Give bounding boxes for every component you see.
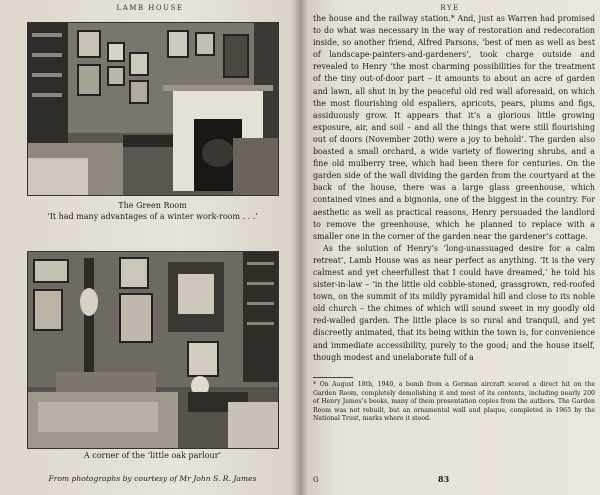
running-head-right: RYE	[440, 4, 460, 12]
green-room-photo-image	[28, 23, 278, 195]
oak-parlour-photo	[27, 251, 279, 449]
green-room-caption-quote: ‘It had many advantages of a winter work-room . . .’	[47, 212, 258, 221]
body-text	[313, 13, 595, 364]
body-paragraph-2: As the solution of Henry’s ‘long-unassuaged desire for a calm retreat’, Lamb House was as near perfect as anything. ‘It is the very calmest and yet cheerfullest that I could have dreamed,’ he told his sister-in-law – ‘in the little old cobble-stoned, grassgrown, red-roofed town, on the summit of its mildly pyramidal hill and close to its noble old church – the chimes of which will sound sweet in my goodly old red-walled garden. The little place is so rural and tranquil, and yet discreetly animated, that its being within the town is, for convenience and immediate accessibility, purely to the good; and the house itself, though modest and unelaborate full of a	[313, 243, 595, 362]
body-paragraph-1: the house and the railway station.* And, just as Warren had promised to do what was necessary in the way of restoration and redecoration inside, so another friend, Alfred Parsons, ‘best of men as well as best of landscape-painters-and-gardeners’, took charge outside and revealed to Henry ‘the most charming possibilities for the treatment of the tiny out-of-door part – it amounts to about an acre of garden and lawn, all shut in by the peaceful old red wall aforesaid, on which the most flourishing old espaliers, apricots, pears, plums and figs, assiduously grow. It appears that it’s a glorious little growing exposure, air, and soil – and all the things that were still flourishing out of doors (November 20th) were a joy to behold’. The garden also boasted a small orchard, a wide variety of flowering shrubs, and a fine old mulberry tree, which had been there for centuries. On the garden side of the wall dividing the garden from the courtyard at the back of the house, there was a large glass greenhouse, which contained vines and a bignonia, one of the biggest in the country. For aesthetic as well as practical reasons, Henry persuaded the landlord to remove the greenhouse, which he planned to replace with a smaller one in the corner of the garden near the gardener’s cottage.	[313, 14, 595, 241]
footnote-rule	[313, 377, 353, 378]
oak-parlour-caption: A corner of the ‘little oak parlour’	[83, 451, 222, 460]
signature-mark: G	[313, 476, 319, 484]
green-room-caption	[20, 200, 285, 222]
running-head-left: LAMB HOUSE	[116, 4, 184, 12]
oak-parlour-photo-image	[28, 252, 278, 448]
book-gutter	[292, 0, 308, 495]
page-number: 83	[438, 474, 450, 484]
green-room-photo	[27, 22, 279, 196]
green-room-caption-title: The Green Room	[118, 201, 187, 210]
photo-credit: From photographs by courtesy of Mr John S. R. James	[48, 474, 257, 483]
footnote: * On August 18th, 1940, a bomb from a German aircraft scored a direct hit on the Garden Room, completely demolishing it and most of its contents, including nearly 200 of Henry James’s books, many of them presentation copies from the authors. The Garden Room was not rebuilt, but an ornamental wall and plaque, completed in 1965 by the National Trust, marks where it stood.	[313, 381, 595, 423]
